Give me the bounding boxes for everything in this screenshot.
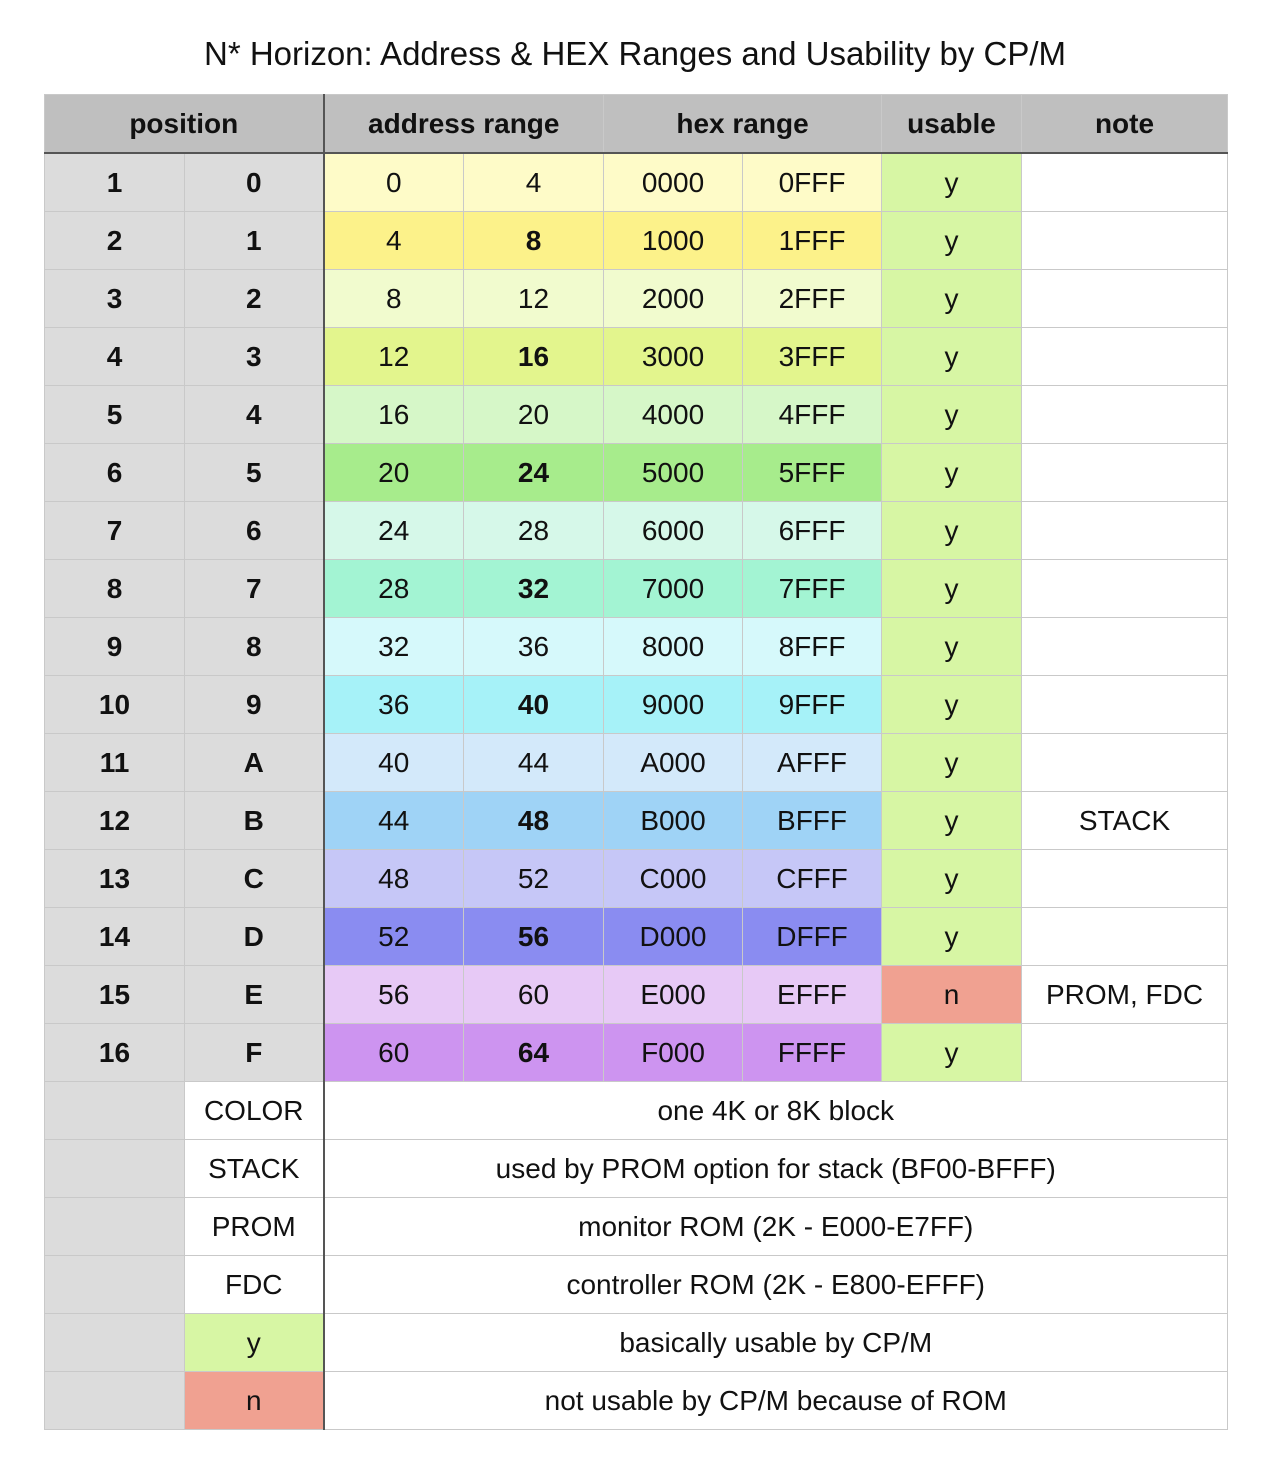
position-cell: 1: [45, 153, 185, 212]
address-end-cell: 56: [464, 908, 604, 966]
hex-end-cell: DFFF: [743, 908, 882, 966]
block-number-cell: 9: [185, 676, 324, 734]
position-cell: 2: [45, 212, 185, 270]
table-row: [45, 734, 1228, 792]
address-start-cell: 60: [324, 1024, 464, 1082]
block-number-cell: 0: [185, 153, 324, 212]
hex-end-cell: EFFF: [743, 966, 882, 1024]
address-end-cell: 32: [464, 560, 604, 618]
block-number-cell: 5: [185, 444, 324, 502]
legend-spacer: [45, 1140, 185, 1198]
header-position: position: [45, 95, 324, 154]
table-row: [45, 1024, 1228, 1082]
address-end-cell: 12: [464, 270, 604, 328]
page-title: N* Horizon: Address & HEX Ranges and Usability by CP/M: [203, 35, 1067, 72]
hex-end-cell: 3FFF: [743, 328, 882, 386]
legend-key: STACK: [185, 1140, 324, 1198]
block-number-cell: 4: [185, 386, 324, 444]
legend-spacer: [45, 1256, 185, 1314]
address-end-cell: 20: [464, 386, 604, 444]
table-row: [45, 328, 1228, 386]
position-cell: 16: [45, 1024, 185, 1082]
legend-key: FDC: [185, 1256, 324, 1314]
legend-key: y: [185, 1314, 324, 1372]
legend-row: [45, 1256, 1228, 1314]
usable-cell: y: [882, 270, 1022, 328]
block-number-cell: 6: [185, 502, 324, 560]
address-start-cell: 12: [324, 328, 464, 386]
block-number-cell: D: [185, 908, 324, 966]
address-end-cell: 28: [464, 502, 604, 560]
table-row: [45, 908, 1228, 966]
position-cell: 11: [45, 734, 185, 792]
block-number-cell: 7: [185, 560, 324, 618]
legend-description: basically usable by CP/M: [324, 1314, 1228, 1372]
address-start-cell: 32: [324, 618, 464, 676]
usable-cell: y: [882, 328, 1022, 386]
position-cell: 5: [45, 386, 185, 444]
address-end-cell: 36: [464, 618, 604, 676]
hex-end-cell: 8FFF: [743, 618, 882, 676]
legend-description: controller ROM (2K - E800-EFFF): [324, 1256, 1228, 1314]
usable-cell: y: [882, 153, 1022, 212]
note-cell: [1022, 328, 1228, 386]
usable-cell: y: [882, 386, 1022, 444]
note-cell: [1022, 444, 1228, 502]
block-number-cell: A: [185, 734, 324, 792]
table-row: [45, 153, 1228, 212]
table-row: [45, 966, 1228, 1024]
block-number-cell: 3: [185, 328, 324, 386]
table-row: [45, 676, 1228, 734]
legend-spacer: [45, 1198, 185, 1256]
header-address-range: address range: [324, 95, 604, 154]
note-cell: STACK: [1022, 792, 1228, 850]
legend-row: [45, 1372, 1228, 1430]
table-row: [45, 618, 1228, 676]
address-end-cell: 52: [464, 850, 604, 908]
note-cell: [1022, 270, 1228, 328]
address-end-cell: 16: [464, 328, 604, 386]
hex-end-cell: 0FFF: [743, 153, 882, 212]
legend-key: n: [185, 1372, 324, 1430]
legend-description: one 4K or 8K block: [324, 1082, 1228, 1140]
address-end-cell: 60: [464, 966, 604, 1024]
hex-end-cell: 4FFF: [743, 386, 882, 444]
address-start-cell: 28: [324, 560, 464, 618]
address-start-cell: 44: [324, 792, 464, 850]
usable-cell: y: [882, 792, 1022, 850]
address-start-cell: 36: [324, 676, 464, 734]
table-body: [45, 153, 1228, 1430]
header-row: [45, 95, 1228, 154]
block-number-cell: E: [185, 966, 324, 1024]
note-cell: [1022, 850, 1228, 908]
legend-spacer: [45, 1372, 185, 1430]
position-cell: 4: [45, 328, 185, 386]
hex-start-cell: 2000: [604, 270, 743, 328]
hex-end-cell: 1FFF: [743, 212, 882, 270]
legend-description: not usable by CP/M because of ROM: [324, 1372, 1228, 1430]
legend-description: used by PROM option for stack (BF00-BFFF): [324, 1140, 1228, 1198]
address-end-cell: 8: [464, 212, 604, 270]
legend-spacer: [45, 1082, 185, 1140]
table-row: [45, 386, 1228, 444]
block-number-cell: 2: [185, 270, 324, 328]
legend-description: monitor ROM (2K - E000-E7FF): [324, 1198, 1228, 1256]
hex-end-cell: 7FFF: [743, 560, 882, 618]
hex-start-cell: E000: [604, 966, 743, 1024]
hex-start-cell: 3000: [604, 328, 743, 386]
table-row: [45, 502, 1228, 560]
hex-end-cell: CFFF: [743, 850, 882, 908]
hex-start-cell: 6000: [604, 502, 743, 560]
position-cell: 9: [45, 618, 185, 676]
usable-cell: y: [882, 1024, 1022, 1082]
hex-start-cell: F000: [604, 1024, 743, 1082]
hex-start-cell: C000: [604, 850, 743, 908]
position-cell: 7: [45, 502, 185, 560]
legend-spacer: [45, 1314, 185, 1372]
legend-row: [45, 1198, 1228, 1256]
table-row: [45, 850, 1228, 908]
position-cell: 8: [45, 560, 185, 618]
position-cell: 6: [45, 444, 185, 502]
note-cell: [1022, 502, 1228, 560]
address-start-cell: 24: [324, 502, 464, 560]
hex-start-cell: D000: [604, 908, 743, 966]
hex-end-cell: AFFF: [743, 734, 882, 792]
hex-end-cell: BFFF: [743, 792, 882, 850]
note-cell: [1022, 908, 1228, 966]
usable-cell: y: [882, 212, 1022, 270]
address-end-cell: 64: [464, 1024, 604, 1082]
address-start-cell: 52: [324, 908, 464, 966]
header-usable: usable: [882, 95, 1022, 154]
usable-cell: y: [882, 444, 1022, 502]
position-cell: 14: [45, 908, 185, 966]
position-cell: 3: [45, 270, 185, 328]
hex-start-cell: 1000: [604, 212, 743, 270]
hex-end-cell: 2FFF: [743, 270, 882, 328]
hex-start-cell: 5000: [604, 444, 743, 502]
block-number-cell: 1: [185, 212, 324, 270]
address-start-cell: 8: [324, 270, 464, 328]
block-number-cell: F: [185, 1024, 324, 1082]
address-start-cell: 4: [324, 212, 464, 270]
block-number-cell: C: [185, 850, 324, 908]
header-hex-range: hex range: [604, 95, 882, 154]
block-number-cell: 8: [185, 618, 324, 676]
address-end-cell: 44: [464, 734, 604, 792]
address-end-cell: 40: [464, 676, 604, 734]
note-cell: [1022, 153, 1228, 212]
block-number-cell: B: [185, 792, 324, 850]
legend-key: PROM: [185, 1198, 324, 1256]
address-start-cell: 40: [324, 734, 464, 792]
legend-row: [45, 1314, 1228, 1372]
address-start-cell: 20: [324, 444, 464, 502]
usable-cell: y: [882, 676, 1022, 734]
note-cell: [1022, 212, 1228, 270]
address-start-cell: 0: [324, 153, 464, 212]
hex-start-cell: 9000: [604, 676, 743, 734]
usable-cell: y: [882, 734, 1022, 792]
legend-row: [45, 1082, 1228, 1140]
note-cell: [1022, 734, 1228, 792]
note-cell: PROM, FDC: [1022, 966, 1228, 1024]
address-start-cell: 56: [324, 966, 464, 1024]
address-end-cell: 24: [464, 444, 604, 502]
usable-cell: y: [882, 560, 1022, 618]
table-row: [45, 444, 1228, 502]
usable-cell: y: [882, 850, 1022, 908]
note-cell: [1022, 1024, 1228, 1082]
address-start-cell: 16: [324, 386, 464, 444]
address-end-cell: 48: [464, 792, 604, 850]
legend-key: COLOR: [185, 1082, 324, 1140]
position-cell: 12: [45, 792, 185, 850]
header-note: note: [1022, 95, 1228, 154]
note-cell: [1022, 618, 1228, 676]
position-cell: 15: [45, 966, 185, 1024]
hex-end-cell: 9FFF: [743, 676, 882, 734]
address-start-cell: 48: [324, 850, 464, 908]
table-row: [45, 212, 1228, 270]
table-row: [45, 270, 1228, 328]
hex-end-cell: 5FFF: [743, 444, 882, 502]
hex-start-cell: A000: [604, 734, 743, 792]
hex-start-cell: 7000: [604, 560, 743, 618]
legend-row: [45, 1140, 1228, 1198]
position-cell: 10: [45, 676, 185, 734]
hex-start-cell: 8000: [604, 618, 743, 676]
note-cell: [1022, 560, 1228, 618]
table-row: [45, 560, 1228, 618]
note-cell: [1022, 386, 1228, 444]
usable-cell: y: [882, 908, 1022, 966]
hex-end-cell: 6FFF: [743, 502, 882, 560]
hex-start-cell: 4000: [604, 386, 743, 444]
table-row: [45, 792, 1228, 850]
hex-start-cell: 0000: [604, 153, 743, 212]
hex-start-cell: B000: [604, 792, 743, 850]
address-table: [44, 94, 1228, 1430]
note-cell: [1022, 676, 1228, 734]
position-cell: 13: [45, 850, 185, 908]
usable-cell: y: [882, 502, 1022, 560]
usable-cell: y: [882, 618, 1022, 676]
usable-cell: n: [882, 966, 1022, 1024]
address-end-cell: 4: [464, 153, 604, 212]
hex-end-cell: FFFF: [743, 1024, 882, 1082]
